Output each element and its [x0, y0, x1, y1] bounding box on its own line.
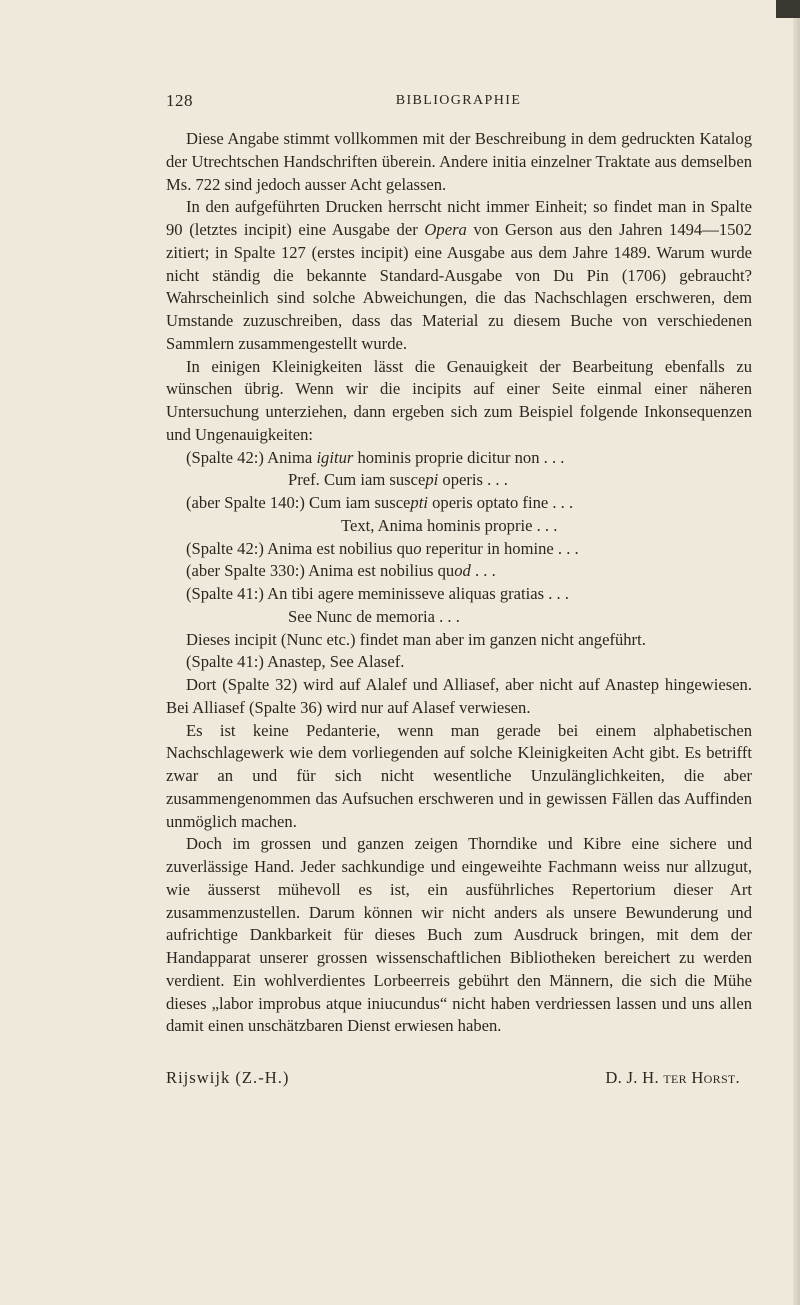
paragraph: Doch im grossen und ganzen zeigen Thorndike und Kibre eine sichere und zuverlässige Hand. Jeder sachkundige und eingeweihte Fachmann weiss nur allzugut, wie äusserst mühevoll es ist, ein ausführliches Repertorium dieser Art zusammenzustellen. Darum können wir nicht anders als unsere Bewunderung und aufrichtige Dankbarkeit für dieses Buch zum Ausdruck bringen, mit dem der Handapparat unserer grossen wissenschaftlichen Bibliotheken bereichert zu werden verdient. Ein wohlverdientes Lorbeerreis gebührt den Männern, die sich die Mühe dieses „labor improbus atque iniucundus“ nicht haben verdriessen lassen und uns allen damit einen unschätzbaren Dienst erwiesen haben. [166, 834, 752, 1036]
page-corner-shadow [776, 0, 800, 18]
example-text: operis . . . [438, 470, 508, 490]
example-line [166, 538, 752, 561]
example-text: (aber Spalte 140:) Cum iam susce [186, 493, 411, 512]
example-text: (Spalte 42:) Anima est nobilius qu [186, 538, 414, 558]
example-line [166, 469, 752, 492]
author-ter: ter [663, 1068, 687, 1087]
paragraph-text: von Gerson aus den Jahren 1494—1502 zitiert; in Spalte 127 (erstes incipit) eine Ausgabe aus dem Jahre 1489. Warum wurde nicht ständig die bekannte Standard-Ausgabe von Du Pin (1706) gebraucht? Wahrscheinlich sind solche Abweichungen, die das Nachschlagen erschweren, dem Umstande zuzuschreiben, dass das Material zu diesem Buche von verschiedenen Sammlern zusammengestellt wurde. [166, 220, 753, 353]
paragraph: (Spalte 41:) Anastep, See Alasef. [186, 652, 405, 672]
example-text: operis optato fine . . . [427, 493, 574, 512]
italic-text: Opera [424, 220, 467, 239]
paragraph: Dieses incipit (Nunc etc.) findet man aber im ganzen nicht angeführt. [186, 629, 646, 649]
example-line [166, 515, 752, 538]
example-line [166, 583, 752, 606]
page-edge [793, 0, 800, 1305]
main-text [166, 128, 752, 1038]
paragraph: Es ist keine Pedanterie, wenn man gerade bei einem alphabetischen Nachschlagewerk wie dem vorliegenden auf solche Kleinigkeiten Acht gibt. Es betrifft zwar an und für sich nicht wesentliche Unzulänglichkeiten, die aber zusammengenommen das Aufsuchen erschweren und in gewissen Fällen das Auffinden unmöglich machen. [166, 720, 752, 831]
running-head: BIBLIOGRAPHIE [395, 93, 522, 108]
italic-text: pi [425, 470, 439, 490]
example-line [166, 447, 752, 470]
example-line [166, 560, 752, 583]
paragraph: Diese Angabe stimmt vollkommen mit der Beschreibung in dem gedruckten Katalog der Utrechtschen Handschriften überein. Andere initia einzelner Traktate aus demselben Ms. 722 sind jedoch ausser Acht gelassen. [166, 129, 752, 194]
paragraph: In einigen Kleinigkeiten lässt die Genauigkeit der Bearbeitung ebenfalls zu wünschen übrig. Wenn wir die incipits auf einer Seite einmal einer näheren Untersuchung unterziehen, dann ergeben sich zum Beispiel folgende Inkonsequenzen und Ungenauigkeiten: [166, 356, 752, 444]
paragraph-text: In den aufgeführten Drucken herrscht nicht immer Einheit; so findet man in Spalte 90 (letztes incipit) eine Ausgabe der [166, 197, 752, 239]
italic-text: pti [410, 493, 428, 512]
example-text: Text, Anima hominis proprie . . . [341, 515, 558, 535]
author-surname: Horst. [691, 1068, 740, 1087]
paragraph: Dort (Spalte 32) wird auf Alalef und Alliasef, aber nicht auf Anastep hingewiesen. Bei Alliasef (Spalte 36) wird nur auf Alasef verwiesen. [166, 675, 752, 717]
italic-text: od [454, 561, 471, 581]
signature-author [605, 1068, 740, 1088]
example-text: (Spalte 41:) An tibi agere meminisseve aliquas gratias . . . [186, 584, 569, 603]
example-text: (aber Spalte 330:) Anima est nobilius qu [186, 561, 455, 581]
signature-place: Rijswijk (Z.-H.) [166, 1068, 290, 1087]
author-initials: D. J. H. [605, 1068, 659, 1087]
italic-text: o [413, 538, 422, 558]
example-text: Pref. Cum iam susce [288, 470, 426, 490]
example-line [166, 606, 752, 629]
example-text: See Nunc de memoria . . . [288, 606, 460, 626]
italic-text: igitur [316, 447, 354, 467]
signature-line [166, 1068, 740, 1092]
page-number: 128 [166, 91, 193, 110]
example-text: hominis proprie dicitur non . . . [353, 447, 565, 467]
example-text: . . . [470, 561, 496, 581]
example-line [166, 492, 752, 515]
paragraph [166, 196, 752, 355]
example-text: (Spalte 42:) Anima [186, 447, 317, 467]
page-header [166, 91, 751, 111]
example-text: reperitur in homine . . . [421, 538, 579, 558]
